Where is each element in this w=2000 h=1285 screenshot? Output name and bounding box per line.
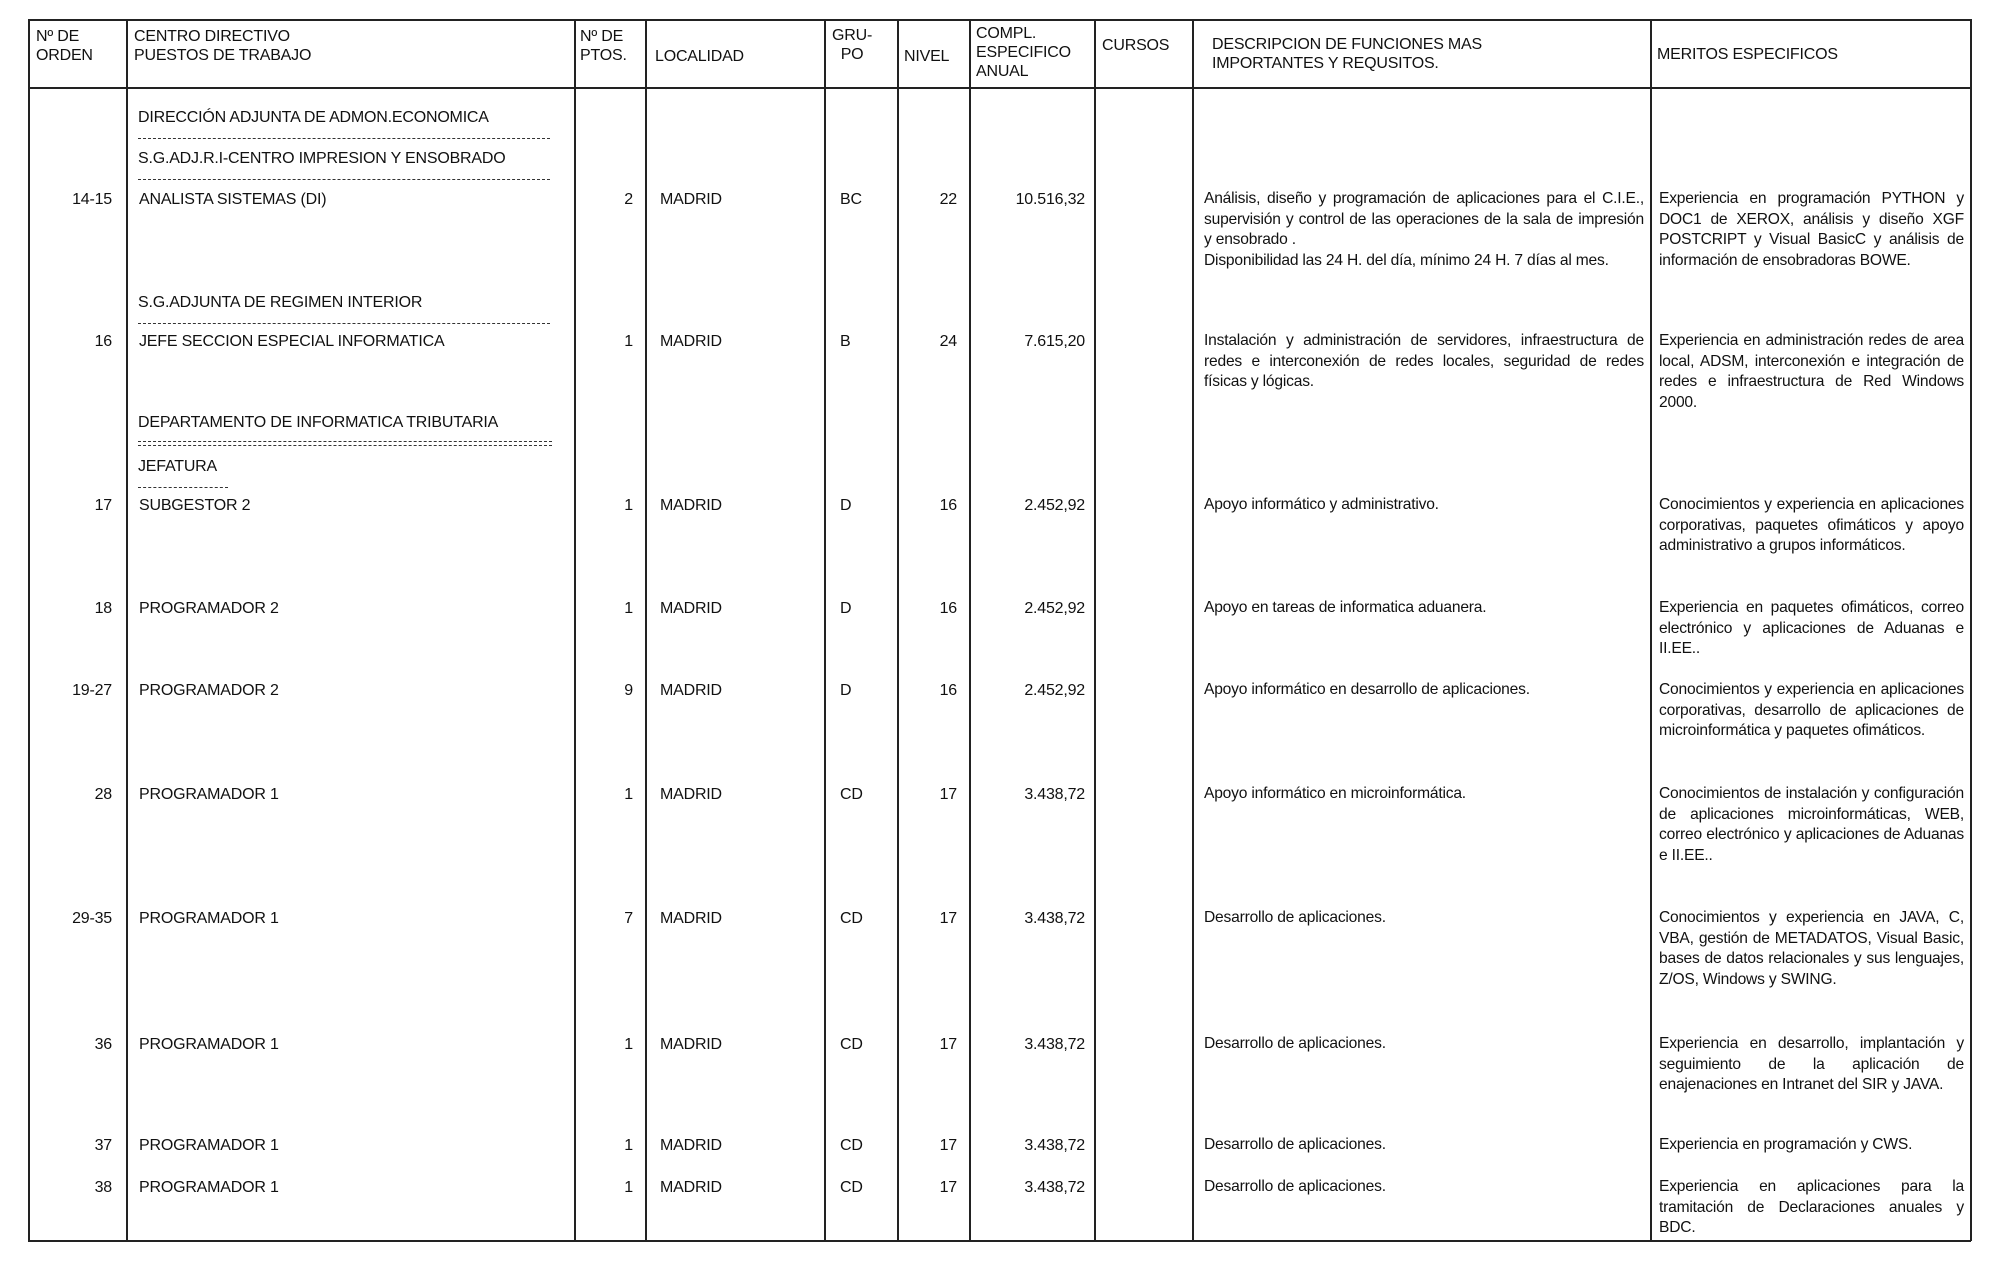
function-description: Desarrollo de aplicaciones. (1204, 1035, 1386, 1052)
specific-merits: Conocimientos y experiencia en aplicaciones corporativas, desarrollo de aplicaciones de microinformática y paquetes ofimáticos. (1659, 681, 1964, 739)
post-title: SUBGESTOR 2 (139, 497, 251, 514)
level: 17 (939, 786, 957, 803)
locality: MADRID (660, 1137, 722, 1154)
order-number: 18 (94, 600, 112, 617)
order-number: 28 (94, 786, 112, 803)
specific-merits: Conocimientos y experiencia en JAVA, C, VBA, gestión de METADATOS, Visual Basic, bases de datos relacionales y sus lenguajes, Z/OS, Windows y SWING. (1659, 909, 1964, 988)
order-number: 37 (94, 1137, 112, 1154)
locality: MADRID (660, 497, 722, 514)
level: 22 (939, 191, 957, 208)
specific-merits: Experiencia en administración redes de area local, ADSM, interconexión e integración de redes e infraestructura de Red Windows 2000. (1659, 332, 1964, 411)
locality: MADRID (660, 910, 722, 927)
function-description: Análisis, diseño y programación de aplicaciones para el C.I.E., supervisión y control de las operaciones de la sala de impresión y ensobrado . Disponibilidad las 24 H. del día, mínimo 24 H. 7 días al mes. (1204, 190, 1644, 269)
post-title: ANALISTA SISTEMAS (DI) (139, 191, 327, 208)
function-description: Desarrollo de aplicaciones. (1204, 1178, 1386, 1195)
post-title: PROGRAMADOR 2 (139, 682, 279, 699)
heading-double-underline (138, 441, 552, 446)
column-divider (969, 19, 971, 1241)
locality: MADRID (660, 1179, 722, 1196)
specific-merits: Experiencia en programación y CWS. (1659, 1136, 1913, 1153)
column-divider (897, 19, 899, 1241)
function-description: Desarrollo de aplicaciones. (1204, 1136, 1386, 1153)
header-ptos: Nº DE PTOS. (580, 28, 627, 64)
annual-complement: 3.438,72 (1024, 786, 1085, 803)
column-divider (574, 19, 576, 1241)
table-top-border (28, 19, 1971, 21)
locality: MADRID (660, 333, 722, 350)
heading-underline (138, 138, 550, 139)
level: 17 (939, 910, 957, 927)
function-description: Apoyo informático en desarrollo de aplicaciones. (1204, 681, 1530, 698)
header-bottom-border (28, 87, 1971, 89)
column-divider (1970, 19, 1972, 1241)
level: 17 (939, 1137, 957, 1154)
function-description: Instalación y administración de servidores, infraestructura de redes e interconexión de redes locales, seguridad de redes físicas y lógicas. (1204, 332, 1644, 390)
level: 24 (939, 333, 957, 350)
function-description: Apoyo informático y administrativo. (1204, 496, 1439, 513)
section-heading: DEPARTAMENTO DE INFORMATICA TRIBUTARIA (138, 414, 499, 431)
function-description: Desarrollo de aplicaciones. (1204, 909, 1386, 926)
header-orden: Nº DE ORDEN (36, 28, 93, 64)
post-title: PROGRAMADOR 1 (139, 1036, 279, 1053)
header-localidad: LOCALIDAD (655, 48, 744, 65)
post-count: 2 (624, 191, 633, 208)
group: CD (840, 910, 863, 927)
order-number: 19-27 (72, 682, 112, 699)
post-count: 1 (624, 786, 633, 803)
post-title: PROGRAMADOR 1 (139, 786, 279, 803)
level: 16 (939, 497, 957, 514)
post-count: 1 (624, 497, 633, 514)
annual-complement: 3.438,72 (1024, 1036, 1085, 1053)
post-count: 1 (624, 1137, 633, 1154)
annual-complement: 3.438,72 (1024, 1179, 1085, 1196)
post-title: PROGRAMADOR 1 (139, 910, 279, 927)
order-number: 16 (94, 333, 112, 350)
group: CD (840, 1036, 863, 1053)
group: BC (840, 191, 862, 208)
specific-merits: Experiencia en desarrollo, implantación y seguimiento de la aplicación de enajenaciones en Intranet del SIR y JAVA. (1659, 1035, 1964, 1093)
post-title: PROGRAMADOR 1 (139, 1179, 279, 1196)
section-heading: S.G.ADJ.R.I-CENTRO IMPRESION Y ENSOBRADO (138, 150, 506, 167)
header-cursos: CURSOS (1102, 37, 1170, 54)
annual-complement: 2.452,92 (1024, 682, 1085, 699)
post-count: 1 (624, 1036, 633, 1053)
level: 17 (939, 1036, 957, 1053)
header-compl: COMPL. ESPECIFICO ANUAL (976, 25, 1071, 80)
header-nivel: NIVEL (904, 48, 950, 65)
order-number: 17 (94, 497, 112, 514)
specific-merits: Experiencia en programación PYTHON y DOC1 de XEROX, análisis y diseño XGF POSTCRIPT y Visual BasicC y análisis de información de ensobradoras BOWE. (1659, 190, 1964, 269)
column-divider (126, 19, 128, 1241)
column-divider (645, 19, 647, 1241)
specific-merits: Experiencia en aplicaciones para la tramitación de Declaraciones anuales y BDC. (1659, 1178, 1964, 1236)
post-title: PROGRAMADOR 1 (139, 1137, 279, 1154)
group: CD (840, 1137, 863, 1154)
post-count: 1 (624, 333, 633, 350)
locality: MADRID (660, 1036, 722, 1053)
post-title: PROGRAMADOR 2 (139, 600, 279, 617)
group: D (840, 600, 852, 617)
header-meritos: MERITOS ESPECIFICOS (1657, 46, 1838, 63)
section-heading: DIRECCIÓN ADJUNTA DE ADMON.ECONOMICA (138, 109, 489, 126)
annual-complement: 10.516,32 (1015, 191, 1085, 208)
locality: MADRID (660, 786, 722, 803)
level: 16 (939, 600, 957, 617)
post-count: 7 (624, 910, 633, 927)
level: 16 (939, 682, 957, 699)
header-centro: CENTRO DIRECTIVO PUESTOS DE TRABAJO (134, 28, 312, 64)
group: CD (840, 786, 863, 803)
order-number: 14-15 (72, 191, 112, 208)
annual-complement: 2.452,92 (1024, 497, 1085, 514)
order-number: 29-35 (72, 910, 112, 927)
locality: MADRID (660, 600, 722, 617)
heading-underline (138, 179, 550, 180)
specific-merits: Conocimientos de instalación y configuración de aplicaciones microinformáticas, WEB, correo electrónico y aplicaciones de Aduanas e II.EE.. (1659, 785, 1964, 864)
order-number: 36 (94, 1036, 112, 1053)
post-title: JEFE SECCION ESPECIAL INFORMATICA (139, 333, 445, 350)
header-descripcion: DESCRIPCION DE FUNCIONES MAS IMPORTANTES Y REQUSITOS. (1212, 36, 1482, 72)
section-heading: JEFATURA (138, 458, 218, 475)
annual-complement: 3.438,72 (1024, 910, 1085, 927)
post-count: 1 (624, 600, 633, 617)
annual-complement: 3.438,72 (1024, 1137, 1085, 1154)
table-bottom-border (28, 1240, 1971, 1242)
column-divider (1192, 19, 1194, 1241)
locality: MADRID (660, 191, 722, 208)
group: B (840, 333, 851, 350)
order-number: 38 (94, 1179, 112, 1196)
function-description: Apoyo en tareas de informatica aduanera. (1204, 599, 1487, 616)
group: CD (840, 1179, 863, 1196)
locality: MADRID (660, 682, 722, 699)
column-divider (1650, 19, 1652, 1241)
group: D (840, 497, 852, 514)
heading-underline (138, 323, 550, 324)
header-grupo: GRU- PO (832, 27, 873, 63)
heading-underline (138, 487, 228, 488)
group: D (840, 682, 852, 699)
annual-complement: 7.615,20 (1024, 333, 1085, 350)
column-divider (1094, 19, 1096, 1241)
column-divider (824, 19, 826, 1241)
function-description: Apoyo informático en microinformática. (1204, 785, 1466, 802)
column-divider (28, 19, 30, 1241)
post-count: 9 (624, 682, 633, 699)
annual-complement: 2.452,92 (1024, 600, 1085, 617)
specific-merits: Experiencia en paquetes ofimáticos, correo electrónico y aplicaciones de Aduanas e II.EE.. (1659, 599, 1964, 657)
specific-merits: Conocimientos y experiencia en aplicaciones corporativas, paquetes ofimáticos y apoyo administrativo a grupos informáticos. (1659, 496, 1964, 554)
level: 17 (939, 1179, 957, 1196)
section-heading: S.G.ADJUNTA DE REGIMEN INTERIOR (138, 294, 423, 311)
post-count: 1 (624, 1179, 633, 1196)
